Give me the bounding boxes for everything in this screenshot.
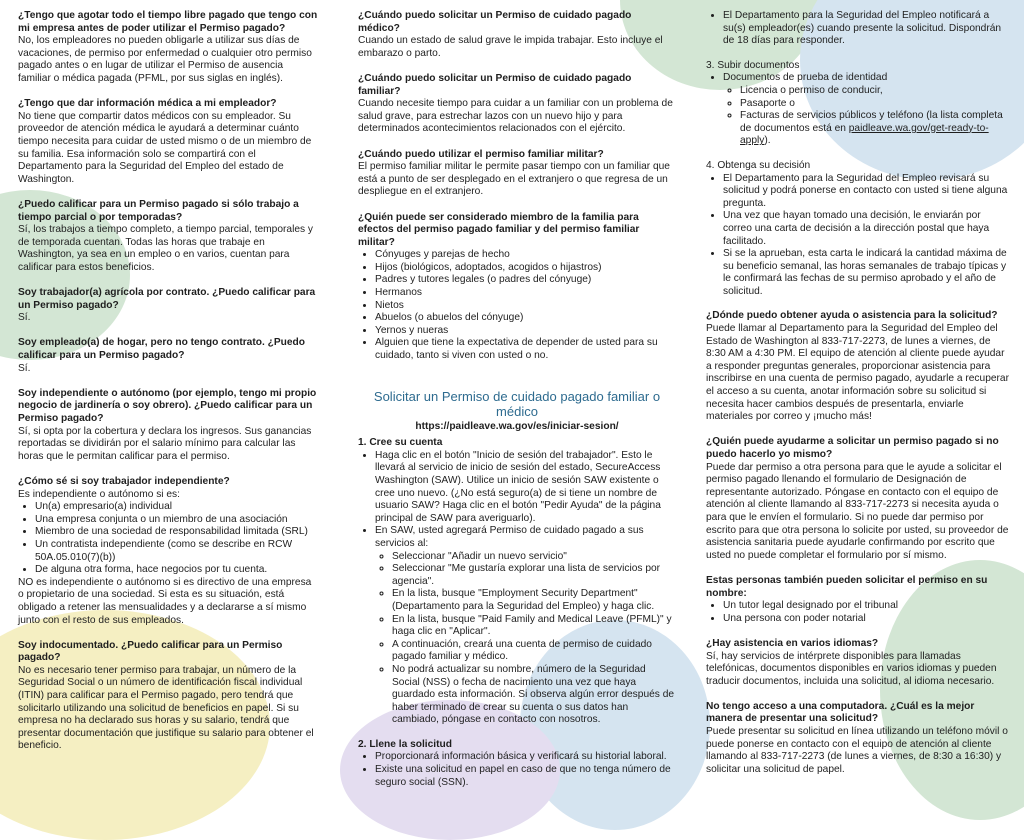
list-item: • Hijos (biológicos, adoptados, acogidos o hijastros) <box>375 262 676 275</box>
column-middle <box>358 10 676 789</box>
step-3-title: 3. Subir documentos <box>706 59 800 71</box>
list-item: • Alguien que tiene la expectativa de depender de usted para su cuidado, tanto si viven con usted o no. <box>375 337 676 362</box>
answer: No es necesario tener permiso para trabajar, un número de la Seguridad Social o un número de identificación fiscal individual (ITIN) para calificar para el Permiso pagado, pero tendrá que solicitarlo utilizando una solicitud de beneficios en papel. Si su empresa no ha declarado sus horas y su salario, tendrá que presentar documentación que justifique su salario para obtener el beneficio. <box>18 664 314 752</box>
question: Soy indocumentado. ¿Puedo calificar para un Permiso pagado? <box>18 639 283 664</box>
question: Soy empleado(a) de hogar, pero no tengo contrato. ¿Puedo calificar para un Permiso pagado? <box>18 337 305 362</box>
get-ready-link[interactable]: paidleave.wa.gov/get-ready-to-apply <box>740 122 989 147</box>
sub-list-item: ◦ Seleccionar "Añadir un nuevo servicio" <box>392 551 676 564</box>
answer: No, los empleadores no pueden obligarle a utilizar sus días de vacaciones, de permiso por enfermedad o cualquier otro permiso pagado antes o en lugar de utilizar el Permiso de ausencia familiar o médica pagada (PFML, por sus siglas en inglés). <box>18 35 312 84</box>
question: Soy trabajador(a) agrícola por contrato. ¿Puedo calificar para un Permiso pagado? <box>18 287 316 311</box>
answer: El permiso familiar militar le permite pasar tiempo con un familiar que está a punto de ser desplegado en el extranjero o que regresa de un despliegue en el extranjero. <box>358 161 670 198</box>
list-item: • Cónyuges y parejas de hecho <box>375 249 676 262</box>
family-members-list <box>358 249 676 362</box>
list-item: • El Departamento para la Seguridad del Empleo notificará a su(s) empleador(es) cuando presente la solicitud. Dispondrán de 18 días para responder. <box>723 10 1012 48</box>
question: ¿Tengo que agotar todo el tiempo libre pagado que tengo con mi empresa antes de poder utilizar el Permiso pagado? <box>18 10 318 34</box>
others-list <box>706 600 1012 625</box>
column-right <box>706 10 1012 789</box>
list-item <box>723 72 1012 148</box>
qa-block <box>358 10 676 60</box>
question: ¿Tengo que dar información médica a mi empleador? <box>18 98 277 110</box>
sub-list-item: ◦ Licencia o permiso de conducir, <box>740 85 1012 98</box>
answer: Sí. <box>18 362 31 374</box>
column-left <box>18 10 318 766</box>
answer: Puede dar permiso a otra persona para que le ayude a solicitar el permiso pagado llenando el formulario de Designación de representante autorizado. Póngase en contacto con el equipo de atención al cliente llamando al 833-717-2273 si necesita ayuda o para que le envíen el formulario. Si no puede dar permiso por escrito para que otra persona lo solicite por usted, su proveedor de asistencia sanitaria puede ayudarle confirmando por escrito que usted no puede completar el formulario por sí mismo. <box>706 461 1009 561</box>
list-item: • Haga clic en el botón "Inicio de sesión del trabajador". Esto le llevará al servicio de inicio de sesión del estado, SecureAccess Washington (SAW). Utilice un inicio de sesión SAW existente o cree uno nuevo. (¿No está seguro(a) de si tiene un nombre de usuario SAW? Haga clic en el botón "Pedir Ayuda" de la página principal de SAW para averiguarlo). <box>375 450 676 526</box>
question: ¿Cuándo puedo solicitar un Permiso de cuidado pagado médico? <box>358 10 632 34</box>
list-item: • Abuelos (o abuelos del cónyuge) <box>375 312 676 325</box>
self-employed-block <box>18 476 318 627</box>
list-item-text: En SAW, usted agregará Permiso de cuidado pagado a sus servicios al: <box>375 525 644 549</box>
list-item: • Padres y tutores legales (o padres del cónyuge) <box>375 274 676 287</box>
list-item: • Hermanos <box>375 287 676 300</box>
answer: NO es independiente o autónomo si es directivo de una empresa o propietario de una sociedad. Si esta es su situación, está obligado a retener las mensualidades y a declararse a sí mismo junto con el resto de sus empleados. <box>18 576 312 626</box>
sub-list-item: ◦ No podrá actualizar su nombre, número de la Seguridad Social (NSS) o fecha de nacimiento una vez que haya guardado esta información. Si observa algún error después de haber terminado de crear su cuenta o sus datos han cambiado, póngase en contacto con nosotros. <box>392 664 676 727</box>
list-item <box>375 525 676 727</box>
others-block <box>706 575 1012 625</box>
list-item: • Una vez que hayan tomado una decisión, le enviarán por correo una carta de decisión a la dirección postal que haya facilitado. <box>723 210 1012 248</box>
step-2-list <box>358 751 676 789</box>
sub-list-item: ◦ A continuación, creará una cuenta de permiso de cuidado pagado familiar y médico. <box>392 639 676 664</box>
list-item: • Un contratista independiente (como se describe en RCW 50A.05.010(7)(b)) <box>35 539 318 564</box>
answer: Sí, los trabajos a tiempo completo, a tiempo parcial, temporales y de temporada cuentan. Todas las horas que trabaje en Washington, ya sea en un empleo o en varios, cuentan para calificar para estos beneficios. <box>18 224 314 273</box>
list-item: • Miembro de una sociedad de responsabilidad limitada (SRL) <box>35 526 318 539</box>
answer: Cuando un estado de salud grave le impida trabajar. Esto incluye el embarazo o parto. <box>358 35 663 59</box>
answer: Cuando necesite tiempo para cuidar a un familiar con un problema de salud grave, para estrechar lazos con un nuevo hijo y para determinados acontecimientos relacionados con el ejército. <box>358 98 673 135</box>
qa-block <box>358 73 676 136</box>
apply-url[interactable]: https://paidleave.wa.gov/es/iniciar-sesion/ <box>415 420 619 432</box>
list-item: • Si se la aprueban, esta carta le indicará la cantidad máxima de su beneficio semanal, las horas semanales de trabajo típicas y le confirmará las fechas de su permiso aprobado y el año de solicitud. <box>723 248 1012 298</box>
list-item: • El Departamento para la Seguridad del Empleo revisará su solicitud y podrá ponerse en contacto con usted si tiene alguna pregunta. <box>723 173 1012 211</box>
qa-block <box>18 199 318 275</box>
step-4-title: 4. Obtenga su decisión <box>706 159 811 171</box>
sub-list-item: ◦ En la lista, busque "Paid Family and Medical Leave (PFML)" y haga clic en "Aplicar". <box>392 614 676 639</box>
list-item: • Proporcionará información básica y verificará su historial laboral. <box>375 751 676 764</box>
question: ¿Quién puede ayudarme a solicitar un permiso pagado si no puedo hacerlo yo mismo? <box>706 436 999 460</box>
sub-list-item-text: Facturas de servicios públicos y teléfono (la lista completa de documentos está en <box>740 110 1003 134</box>
undocumented-block <box>18 640 318 753</box>
question: ¿Cuándo puedo solicitar un Permiso de cuidado pagado familiar? <box>358 72 632 97</box>
step-1-list <box>358 450 676 727</box>
question: ¿Dónde puedo obtener ayuda o asistencia para la solicitud? <box>706 310 998 322</box>
question: Soy independiente o autónomo (por ejemplo, tengo mi propio negocio de jardinería o soy obrero). ¿Puedo calificar para un Permiso pagado? <box>18 387 317 424</box>
qa-block <box>18 98 318 186</box>
question: ¿Cuándo puedo utilizar el permiso familiar militar? <box>358 148 604 160</box>
link-suffix: ). <box>764 135 771 147</box>
qa-block <box>18 388 318 464</box>
list-item: • Un(a) empresario(a) individual <box>35 501 318 514</box>
question: No tengo acceso a una computadora. ¿Cuál es la mejor manera de presentar una solicitud? <box>706 700 975 725</box>
qa-block <box>358 149 676 199</box>
family-members-block <box>358 212 676 363</box>
sub-list-item <box>740 110 1012 148</box>
answer: Puede presentar su solicitud en línea utilizando un teléfono móvil o puede ponerse en contacto con el equipo de atención al cliente llamando al 833-717-2273 (de lunes a viernes, de 8:30 a 16:30) y solicitar una solicitud de papel. <box>706 726 1008 775</box>
list-item-text: Documentos de prueba de identidad <box>723 72 888 84</box>
list-item: • Una empresa conjunta o un miembro de una asociación <box>35 514 318 527</box>
step-1-sub-list <box>375 551 676 727</box>
step-3-sub-list <box>723 85 1012 148</box>
list-item: • De alguna otra forma, hace negocios por tu cuenta. <box>35 564 318 577</box>
qa-block <box>706 436 1012 562</box>
step-3-list <box>706 72 1012 148</box>
qa-block <box>18 337 318 375</box>
question: Estas personas también pueden solicitar el permiso en su nombre: <box>706 574 988 599</box>
step-2-title: 2. Llene la solicitud <box>358 738 452 750</box>
answer: Sí, si opta por la cobertura y declara los ingresos. Sus ganancias reportadas se dividirán por el salario mínimo para calcular las horas que le permitan calificar para el permiso. <box>18 425 312 462</box>
sub-list-item: ◦ Seleccionar "Me gustaría explorar una lista de servicios por agencia". <box>392 563 676 588</box>
answer: Es independiente o autónomo si es: <box>18 488 180 500</box>
step-1-title: 1. Cree su cuenta <box>358 437 443 449</box>
step-4-list <box>706 173 1012 299</box>
answer: No tiene que compartir datos médicos con su empleador. Su proveedor de atención médica le ayudará a determinar cuánto tiempo necesita para cuidar de usted mismo o de un miembro de su familia. Esa información solo se compartirá con el Departamento para la Seguridad del Empleo del estado de Washington. <box>18 110 312 185</box>
qa-block <box>706 638 1012 688</box>
list-item: • Existe una solicitud en papel en caso de que no tenga número de seguro social (SSN). <box>375 764 676 789</box>
question: ¿Quién puede ser considerado miembro de la familia para efectos del permiso pagado familiar y del permiso familiar militar? <box>358 211 640 248</box>
question: ¿Cómo sé si soy trabajador independiente? <box>18 475 230 487</box>
sub-list-item: ◦ En la lista, busque "Employment Security Department" (Departamento para la Seguridad del Empleo) y haga clic. <box>392 588 676 613</box>
answer: Sí, hay servicios de intérprete disponibles para llamadas telefónicas, documentos disponibles en varios idiomas y pueden traducir documentos, incluida una solicitud, al idioma necesario. <box>706 650 997 687</box>
list-item: • Nietos <box>375 300 676 313</box>
qa-block <box>706 310 1012 423</box>
sub-list-item: ◦ Pasaporte o <box>740 98 1012 111</box>
section-title: Solicitar un Permiso de cuidado pagado familiar o médico <box>373 388 661 419</box>
qa-block <box>706 701 1012 777</box>
answer: Puede llamar al Departamento para la Seguridad del Empleo del Estado de Washington al 833-717-2273, de lunes a viernes, de 8:30 AM a 4:30 PM. El equipo de atención al cliente puede ayudar a responder preguntas generales, proporcionar asistencia para inscribirse en una cuenta de permiso pagado, ayudarle a recuperar el acceso a su cuenta, anotar información sobre su solicitud si necesita hacer cambios después de presentarla, enviarle materiales por correo y ¡mucho más! <box>706 323 1009 423</box>
qa-block <box>18 287 318 325</box>
self-employed-list <box>18 501 318 577</box>
question: ¿Hay asistencia en varios idiomas? <box>706 637 879 649</box>
list-item: • Una persona con poder notarial <box>723 613 1012 626</box>
step-2-continued-list <box>706 10 1012 48</box>
list-item: • Un tutor legal designado por el tribunal <box>723 600 1012 613</box>
question: ¿Puedo calificar para un Permiso pagado si sólo trabajo a tiempo parcial o por temporadas? <box>18 198 299 223</box>
answer: Sí. <box>18 312 31 324</box>
qa-block <box>18 10 318 86</box>
list-item: • Yernos y nueras <box>375 325 676 338</box>
